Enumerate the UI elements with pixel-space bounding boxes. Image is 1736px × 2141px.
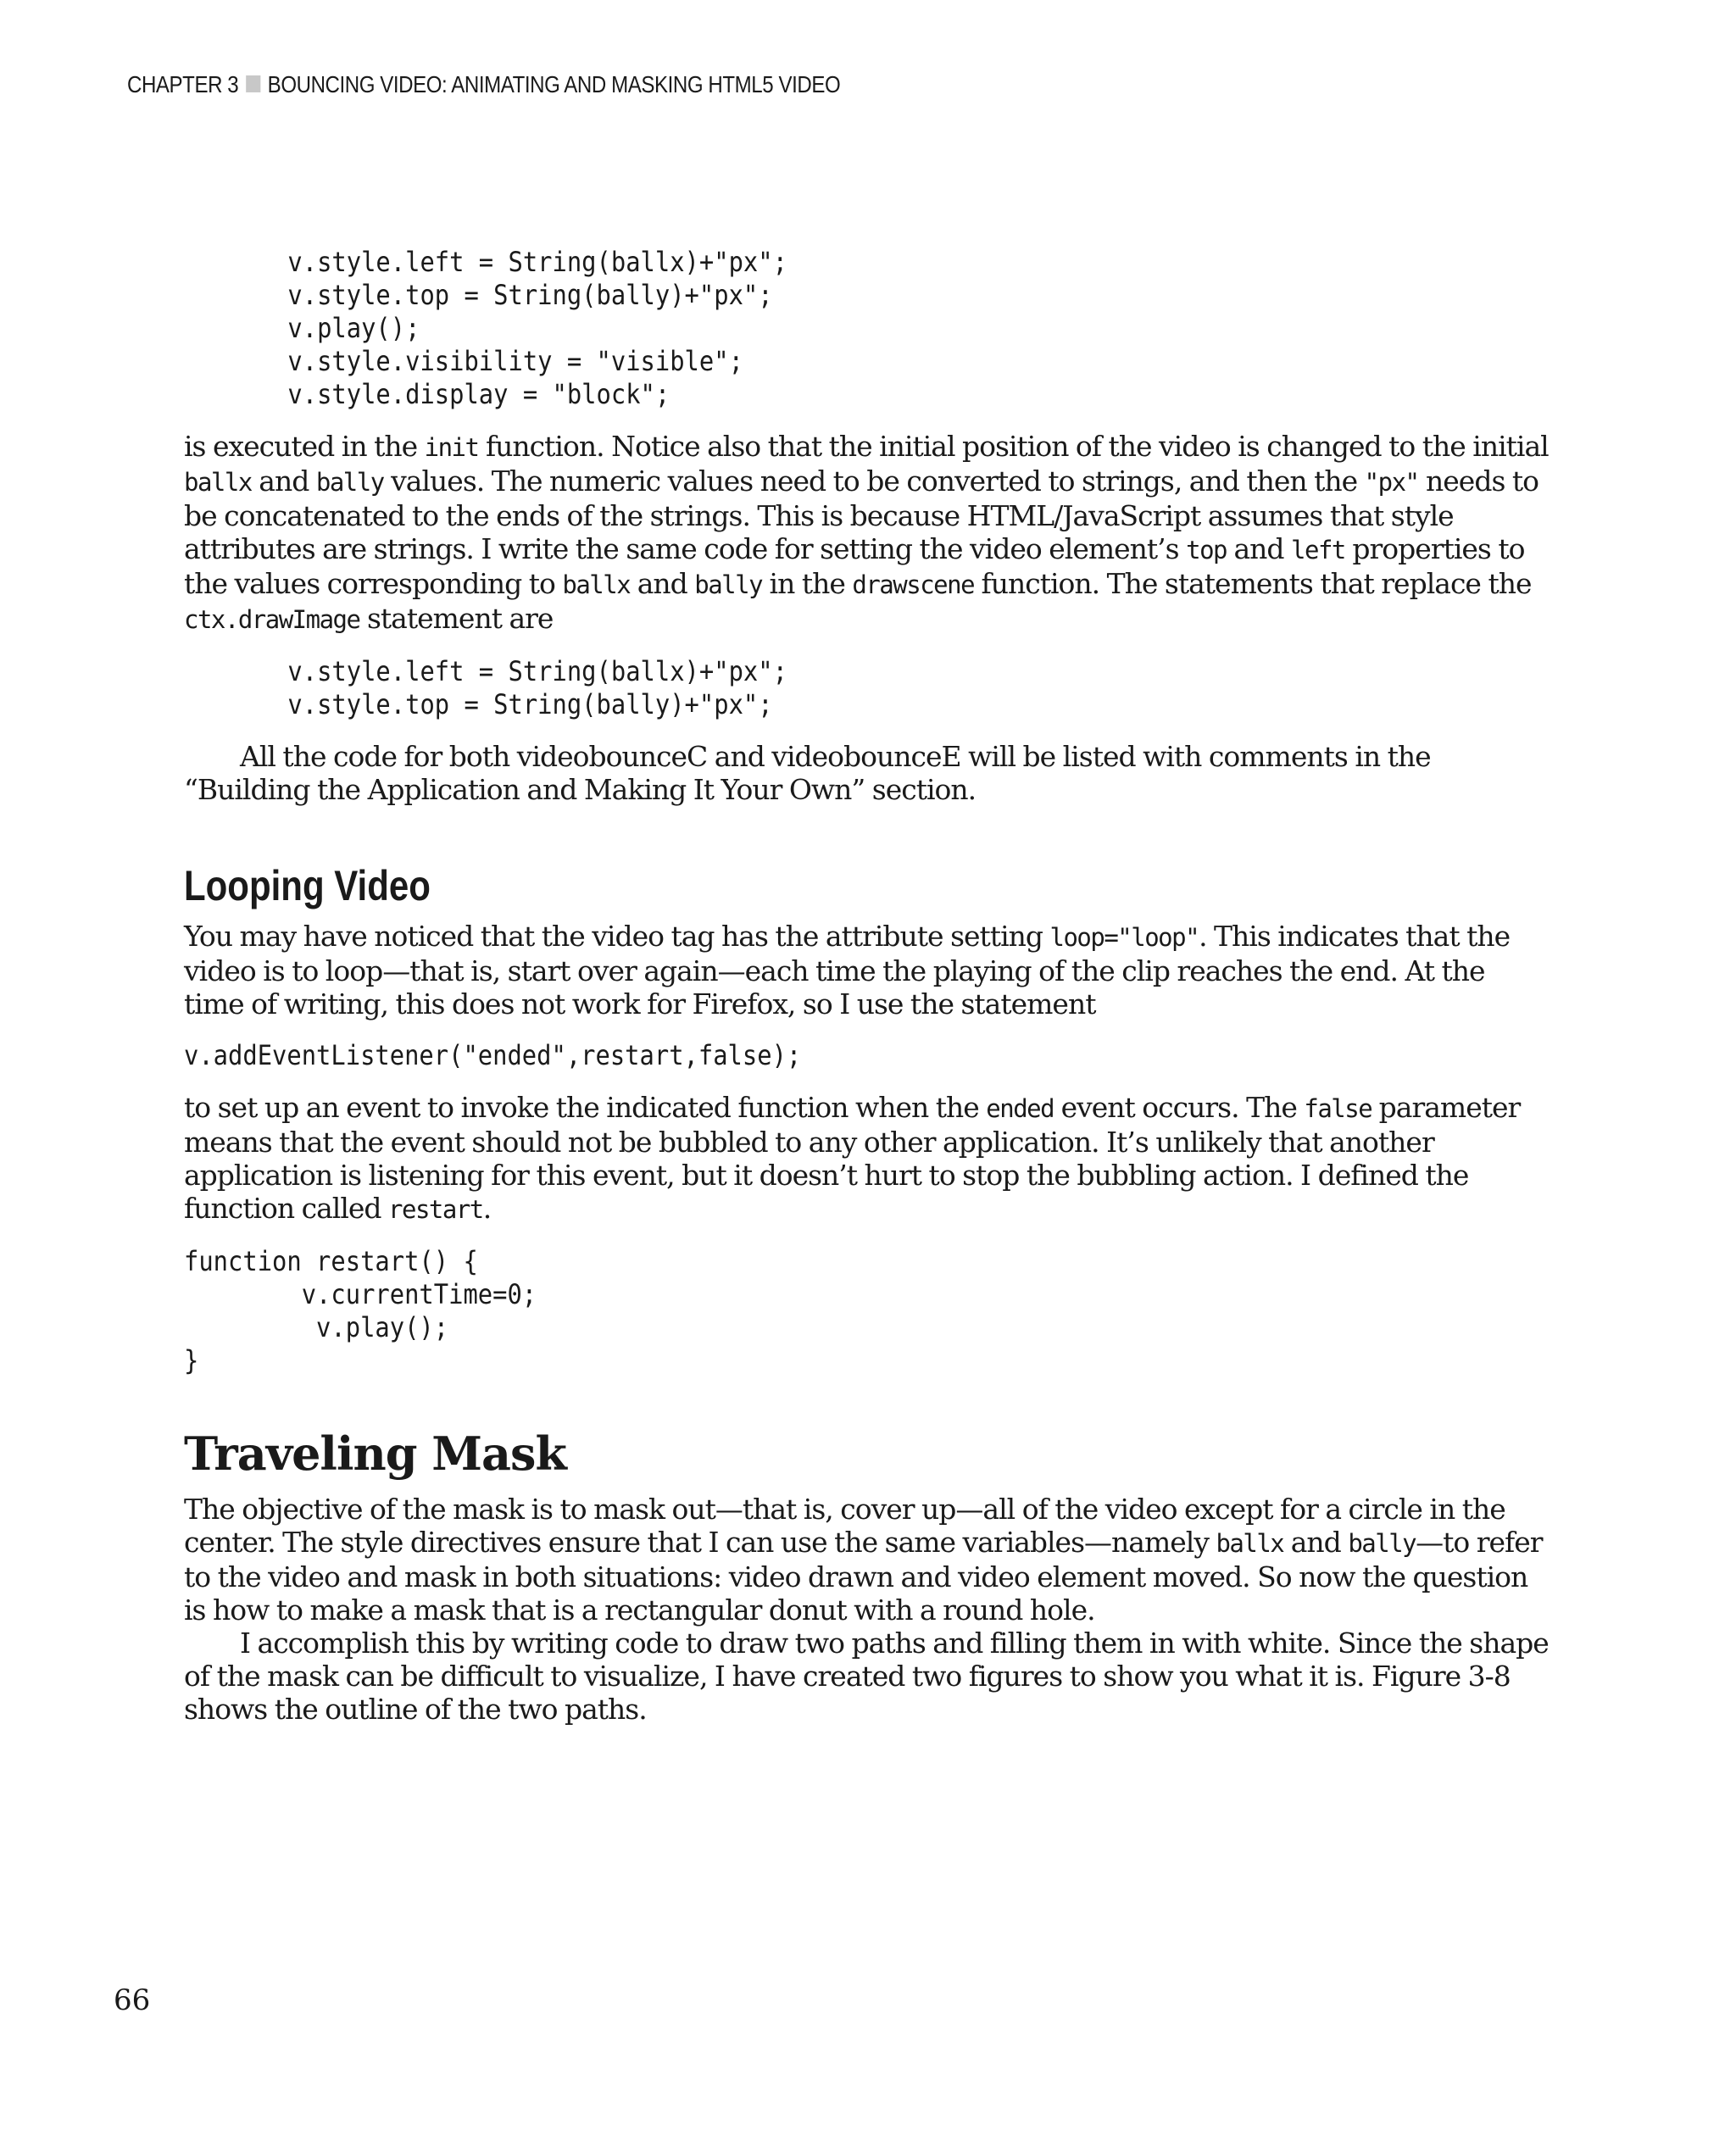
code-block-init: v.style.left = String(ballx)+"px"; v.style.top = String(bally)+"px"; v.play(); v.style.visibility = "visible"; v.style.display = "block"; [287, 246, 787, 410]
paragraph-init-explanation: is executed in the init function. Notice also that the initial position of the video is changed to the initial ballx and bally values. The numeric values need to be converted to strings, and then the "px" needs to be concatenated to the ends of the strings. This is because HTML/JavaScript assumes that style attributes are strings. I write the same code for setting the video element’s top and left properties to the values corresponding to ballx and bally in the drawscene function. The statements that replace the ctx.drawImage statement are [184, 430, 1549, 635]
code-block-event-listener: v.addEventListener("ended",restart,false); [184, 1039, 802, 1071]
code-block-drawscene: v.style.left = String(ballx)+"px"; v.style.top = String(bally)+"px"; [287, 655, 787, 720]
running-head [127, 71, 840, 98]
heading-looping-video: Looping Video [184, 862, 431, 909]
chapter-title: BOUNCING VIDEO: ANIMATING AND MASKING HTML5 VIDEO [267, 71, 841, 97]
page-number: 66 [114, 1983, 151, 2017]
paragraph-mask-objective: The objective of the mask is to mask out—that is, cover up—all of the video except for a circle in the center. The style directives ensure that I can use the same variables—namely ballx and bally—to refer to the video and mask in both situations: video drawn and video element moved. So now the question is how to make a mask that is a rectangular donut with a round hole. [184, 1493, 1543, 1627]
separator-square-icon [246, 75, 260, 92]
paragraph-loop-attribute: You may have noticed that the video tag has the attribute setting loop="loop". This indicates that the video is to loop—that is, start over again—each time the playing of the clip reaches the end. At the time of writing, this does not work for Firefox, so I use the statement [184, 920, 1511, 1020]
code-block-restart-function: function restart() { v.currentTime=0; v.play(); } [184, 1245, 537, 1376]
paragraph-mask-paths: I accomplish this by writing code to draw two paths and filling them in with white. Since the shape of the mask can be difficult to visualize, I have created two figures to show you what it is. Figure 3-8 shows the outline of the two paths. [184, 1627, 1549, 1726]
page-content [184, 246, 1549, 1726]
heading-traveling-mask: Traveling Mask [184, 1426, 566, 1481]
chapter-label: CHAPTER 3 [127, 71, 239, 97]
paragraph-ended-event: to set up an event to invoke the indicated function when the ended event occurs. The false parameter means that the event should not be bubbled to any other application. It’s unlikely that another application is listening for this event, but it doesn’t hurt to stop the bubbling action. I defined the function called restart. [184, 1091, 1521, 1225]
paragraph-listing-note: All the code for both videobounceC and videobounceE will be listed with comments in the “Building the Application and Making It Your Own” section. [184, 740, 1431, 806]
